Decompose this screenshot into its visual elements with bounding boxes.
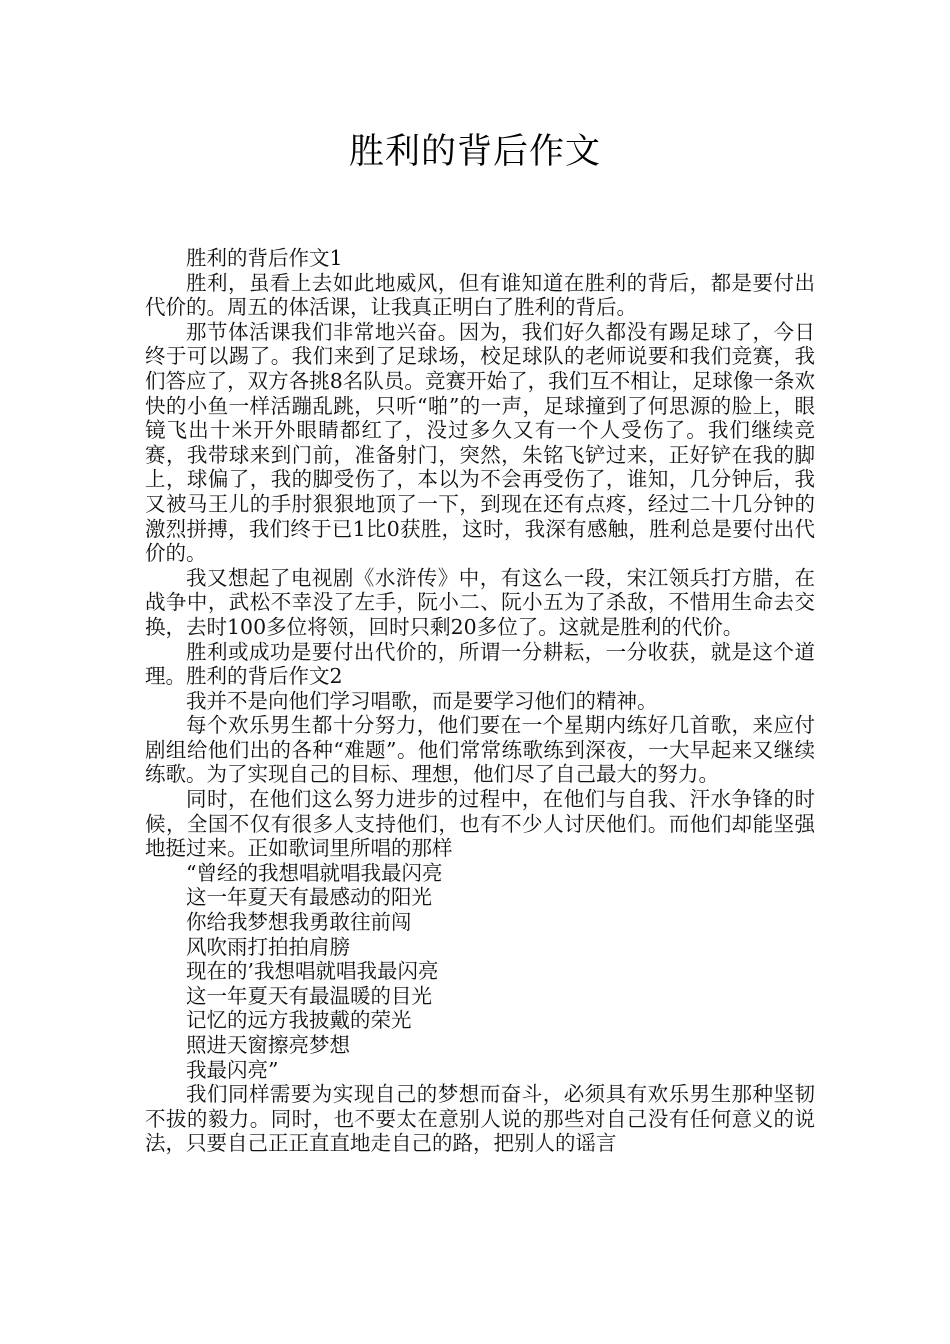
lyric-line: 我最闪亮” bbox=[186, 1057, 279, 1082]
lyric-line: 照进天窗擦亮梦想 bbox=[186, 1033, 350, 1057]
document-body bbox=[145, 246, 815, 1156]
paragraph: 我们同样需要为实现自己的梦想而奋斗，必须具有欢乐男生那种坚韧不拔的毅力。同时，也不要太在意别人说的那些对自己没有任何意义的说法，只要自己正正直直地走自己的路，把别人的谣言 bbox=[145, 1082, 815, 1156]
lyric-line: 你给我梦想我勇敢往前闯 bbox=[186, 910, 412, 935]
paragraph: 胜利或成功是要付出代价的，所谓一分耕耘，一分收获，就是这个道理。胜利的背后作文2 bbox=[145, 639, 815, 689]
paragraph: 同时，在他们这么努力进步的过程中，在他们与自我、汗水争锋的时候，全国不仅有很多人支持他们，也有不少人讨厌他们。而他们却能坚强地挺过来。正如歌词里所唱的那样 bbox=[145, 787, 815, 861]
lyric-line: 风吹雨打拍拍肩膀 bbox=[186, 934, 350, 959]
lyric-line: “曾经的我想唱就唱我最闪亮 bbox=[186, 860, 443, 885]
lyric-line: 这一年夏天有最温暖的目光 bbox=[186, 983, 432, 1008]
paragraph: 我并不是向他们学习唱歌，而是要学习他们的精神。 bbox=[186, 688, 658, 713]
lyric-line: 记忆的远方我披戴的荣光 bbox=[186, 1008, 412, 1033]
document-title: 胜利的背后作文 bbox=[348, 132, 601, 172]
lyric-line: 现在的’我想唱就唱我最闪亮 bbox=[186, 959, 439, 984]
paragraph: 胜利，虽看上去如此地威风，但有谁知道在胜利的背后，都是要付出代价的。周五的体活课，让我真正明白了胜利的背后。 bbox=[145, 270, 815, 320]
paragraph: 每个欢乐男生都十分努力，他们要在一个星期内练好几首歌，来应付剧组给他们出的各种“难题”。他们常常练歌练到深夜，一大早起来又继续练歌。为了实现自己的目标、理想，他们尽了自己最大的努力。 bbox=[145, 713, 815, 787]
paragraph: 我又想起了电视剧《水浒传》中，有这么一段，宋江领兵打方腊，在战争中，武松不幸没了左手，阮小二、阮小五为了杀敌，不惜用生命去交换，去时100多位将领，回时只剩20多位了。这就是胜利的代价。 bbox=[145, 565, 815, 639]
paragraph: 那节体活课我们非常地兴奋。因为，我们好久都没有踢足球了，今日终于可以踢了。我们来到了足球场，校足球队的老师说要和我们竞赛，我们答应了，双方各挑8名队员。竞赛开始了，我们互不相让，足球像一条欢快的小鱼一样活蹦乱跳，只听“啪”的一声，足球撞到了何思源的脸上，眼镜飞出十米开外眼睛都红了，没过多久又有一个人受伤了。我们继续竞赛，我带球来到门前，准备射门，突然，朱铭飞铲过来，正好铲在我的脚上，球偏了，我的脚受伤了，本以为不会再受伤了，谁知，几分钟后，我又被马王儿的手肘狠狠地顶了一下，到现在还有点疼，经过二十几分钟的激烈拼搏，我们终于已1比0获胜，这时，我深有感触，胜利总是要付出代价的。 bbox=[145, 319, 815, 566]
essay-heading: 胜利的背后作文1 bbox=[186, 246, 343, 270]
lyric-line: 这一年夏天有最感动的阳光 bbox=[186, 885, 432, 910]
